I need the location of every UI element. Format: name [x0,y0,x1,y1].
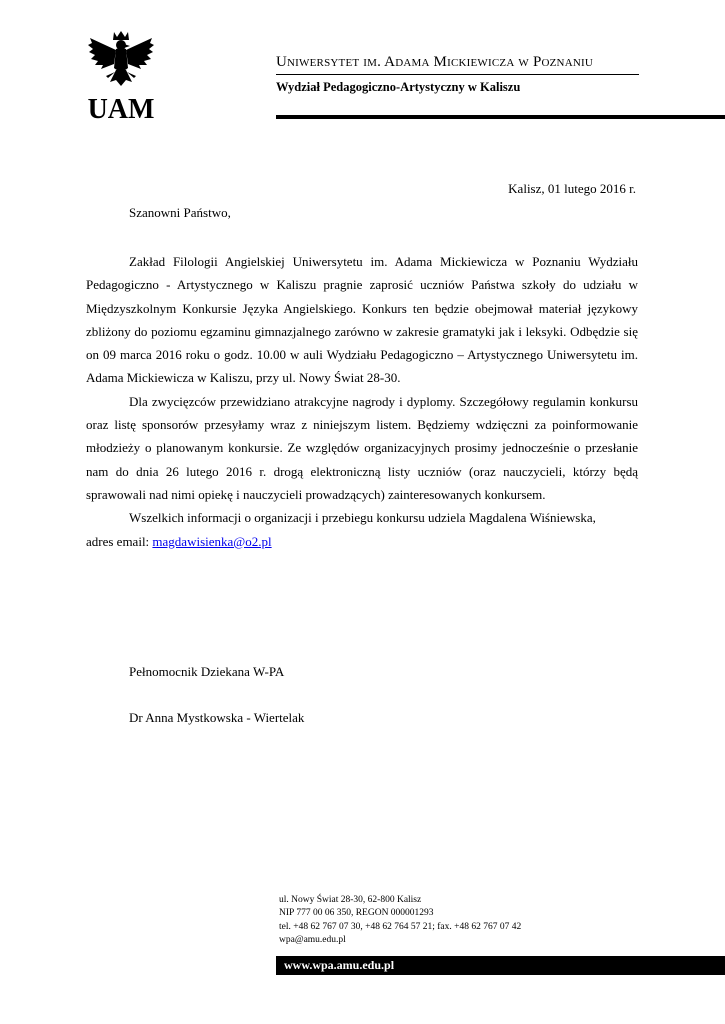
footer-bar [276,956,725,975]
letter-date: Kalisz, 01 lutego 2016 r. [508,181,636,196]
email-label: adres email: [86,533,150,549]
uam-eagle-logo [86,30,156,122]
footer-address: ul. Nowy Świat 28-30, 62-800 Kalisz [279,895,422,905]
letter-paragraph-3: Wszelkich informacji o organizacji i przebiegu konkursu udziela Magdalena Wiśniewska, [129,510,596,526]
email-link[interactable]: magdawisienka@o2.pl [152,533,272,549]
letter-paragraph-1: Zakład Filologii Angielskiej Uniwersytetu im. Adama Mickiewicza w Poznaniu Wydziału Pedagogiczno - Artystycznego w Kaliszu pragnie zaprosić uczniów Państwa szkoły do udziału w Międzyszkolnym Konkursie Języka Angielskiego. Konkurs ten będzie obejmował materiał językowy zbliżony do poziomu egzaminu gimnazjalnego zarówno w zakresie gramatyki jak i leksyki. Odbędzie się on 09 marca 2016 roku o godz. 10.00 w auli Wydziału Pedagogiczno – Artystycznego Uniwersytetu im. Adama Mickiewicza w Kaliszu, przy ul. Nowy Świat 28-30. [86,254,638,386]
university-name: Uniwersytet im. Adama Mickiewicza w Poznaniu [276,54,593,70]
footer-phones: tel. +48 62 767 07 30, +48 62 764 57 21; fax. +48 62 767 07 42 [279,921,522,932]
footer-website[interactable]: www.wpa.amu.edu.pl [284,958,395,972]
footer-email: wpa@amu.edu.pl [279,935,346,946]
email-line [86,530,638,553]
footer-contact [279,894,521,948]
signer-name: Dr Anna Mystkowska - Wiertelak [129,710,305,725]
logo-text: UAM [87,94,155,122]
footer-ids: NIP 777 00 06 350, REGON 000001293 [279,908,434,919]
faculty-name: Wydział Pedagogiczno-Artystyczny w Kaliszu [276,80,521,94]
header-thick-rule [276,115,725,119]
signer-title: Pełnomocnik Dziekana W-PA [129,664,285,679]
eagle-crest-icon [86,30,156,122]
letter-body [86,250,638,553]
header-divider [276,74,639,75]
letter-paragraph-2: Dla zwycięzców przewidziano atrakcyjne nagrody i dyplomy. Szczegółowy regulamin konkursu oraz listę sponsorów przesyłamy wraz z niniejszym listem. Będziemy wdzięczni za poinformowanie młodzieży o planowanym konkursie. Ze względów organizacyjnych prosimy jednocześnie o przesłanie nam do dnia 26 lutego 2016 r. drogą elektroniczną listy uczniów (oraz nauczycieli, którzy będą sprawowali nad nimi opiekę i nauczycieli prowadzących) zainteresowanych konkursem. [86,393,638,502]
letter-greeting: Szanowni Państwo, [129,205,231,220]
